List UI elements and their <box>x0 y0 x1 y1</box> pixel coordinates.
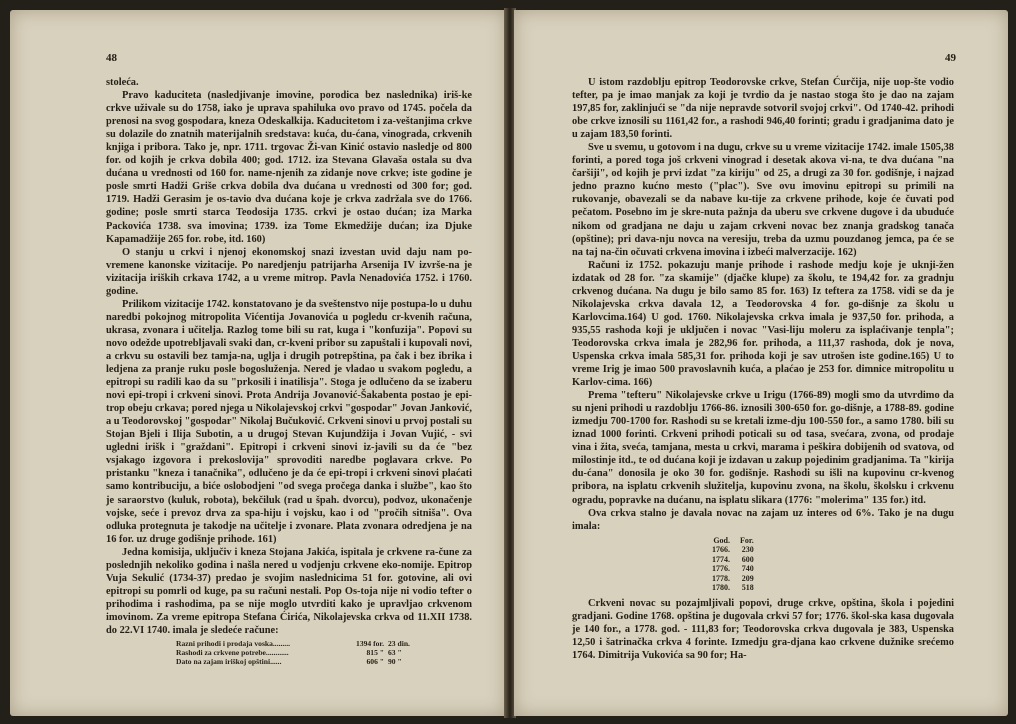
paragraph: Sve u svemu, u gotovom i na dugu, crkve su u vreme vizitacije 1742. imale 1505,38 forinti, a pored toga još crkveni vinograd i desetak akova vi-na, te dva dućana "na čaršiji", od kojih je prvi izdat "za kiriju" od 25, a drugi za 30 for. godišnje, i najzad jedno prazno kućno mesto ("plac"). Sve ovu imovinu epitropi su primili na rukovanje, obavezali se da nabave ku-tije za crkvene prihode, koje će čuvati pod pečatom. Posebno im je skre-nuta pažnja da uberu sve crkvene dugove i da ubuduće nikom od gradjana ne daju u zajam crkveni novac bez znanja gradskog tanača (opštine); pri dava-nju novca na veresiju, treba da uzmu pouzdanog jemca, pa će se na taj na-čin očuvati crkvena imovina i izbeći malverzacije. 162) <box>572 142 954 258</box>
table-cell: 23 din. <box>388 639 410 649</box>
table-cell: 606 " <box>366 657 384 667</box>
table-cell: Rashodi za crkvene potrebe............ <box>176 648 289 658</box>
left-page-text <box>106 76 472 666</box>
page-number-right: 49 <box>945 52 956 64</box>
table-row <box>176 639 432 648</box>
accounts-table <box>176 639 432 666</box>
paragraph: Jedna komisija, uključiv i kneza Stojana Jakića, ispitala je crkvene ra-čune za poslednjih nekoliko godina i našla nered u vodjenju crkvene eko-nomije. Epitrop Vuja Sekulić (1734-37) predao je svojim naslednicima 51 for. gotovine, ali ovi epitropi su pomrli od kuge, pa su računi nestali. Pop Os-toja nije ni vodio tefter o prihodima i rashodima, pa se nije moglo utvrditi kako je upravljao crkvenom imovinom. Za vreme epitropa Stefana Ćirića, Nikolajevska crkva od 11.XII 1738. do 22.VI 1740. imala je sledeće račune: <box>106 546 472 636</box>
table-cell: 740 <box>741 564 754 574</box>
page-number-left: 48 <box>106 52 117 64</box>
paragraph: Prilikom vizitacije 1742. konstatovano je da sveštenstvo nije postupa-lo u duhu naredbi pokojnog mitropolita Vićentija Jovanovića u pogledu cr-kvenih računa, ukrasa, zvonara i učitelja. Razlog tome bili su rat, kuga i "konfuzija". Popovi su novo odežde upotrebljavali svaki dan, cr-kveni pribor su zapuštali i kupovali novi, a crkvu su ostavili bez tamja-na, uglja i drugih potrepština, pa čak i bez ibrika i ledjena za pranje ruku posle bogosluženja. Nered je vladao u svakom pogledu, a epitropi su radili kao da su "prkosili i inatilisja". Stoga je odlučeno da se izaberu novi epi-tropi i crkveni sinovi. Prota Andrija Jovanović-Šakabenta postao je epi-trop obeju crkava; pored njega u Nikolajevskoj crkvi "gospodar" Jovan Janković, a u Teodorovskoj "gospodar" Nikolaj Bučuković. Crkveni sinovi u prvoj postali su Stojan Bjeli i Ilija Subotin, a u drugoj Stevan Kujundžija i Jovan Vujić, - svi ugledni irišk i "graždani". Epitropi i crkveni sinovi iz-javili su da će "bez vsjakago izgovora i prekoslovija" sprovoditi naredbe poglavara crkve. Po pristanku "kneza i tanačnika", odlučeno je da će epi-tropi i crkveni sinovi plaćati samo kontribuciju, a biće oslobodjeni "od svega pročega danka i službe", kao što je saraorstvo (kuluk, robota), bekčiluk (rad u špah. dvorcu), podvoz, ukonačenje vojske, seće i prevoz drva za spa-hiju i vojsku, kao i od "pročih sitniša". Ova odluka protegnuta je takodje na učitelje i zvonare. Plata zvonara odredjena je na 16 for. uz druge godišnje prihode. 161) <box>106 298 472 545</box>
paragraph: Računi iz 1752. pokazuju manje prihode i rashode medju koje je uknji-žen izdatak od 28 for. "za skamije" (djačke klupe) za školu, te 194,42 for. za gradnju crkvenog dućana. Na dugu je bilo samo 85 for. 163) Iz teftera za 1758. vidi se da je Nikolajevska crkva davala 12, a Teodorovska 4 for. go-dišnje za školu u Karlovcima.164) U god. 1760. Nikolajevska crkva imala je 937,50 for. prihoda, a 935,55 rashoda koji je uključen i novac "Vasi-liju moleru za isplaćivanje tenpla"; Teodorovska crkva imala je 282,96 for. prihoda, a 111,37 rashoda, dok je nova, Uspenska crkva imala 585,31 for. prihoda koji je sav utrošen iste godine.165) U to vreme Irig je imao 500 pravoslavnih kuća, a plaćao je 253 for. dimnice mitropolitu u Karlov-cima. 166) <box>572 259 954 389</box>
table-cell: 1776. <box>712 564 730 574</box>
paragraph: Crkveni novac su pozajmljivali popovi, druge crkve, opština, škola i pojedini gradjani. Godine 1768. opština je dugovala crkvi 57 for; 1776. škol-ska kasa dugovala je 140 for., a 1778. god. - 111,83 for; Teodorovska crkva dugovala je 383, Uspenska 12,50 i šatrinačka crkva 4 forinte. Izmedju gra-djana kao crkvene dužnike srećemo 1764. Dimitrija Vukovića sa 90 for; Ha- <box>572 597 954 661</box>
table-row <box>712 545 764 555</box>
table-row <box>712 574 764 584</box>
table-row <box>176 657 432 666</box>
table-cell: 1766. <box>712 545 730 555</box>
table-cell: Razni prihodi i prodaja voska......... <box>176 639 290 649</box>
table-row <box>176 648 432 657</box>
left-page <box>10 10 506 716</box>
table-cell: 1780. <box>712 583 730 593</box>
table-cell: 1774. <box>712 554 730 564</box>
table-row <box>712 555 764 565</box>
paragraph: U istom razdoblju epitrop Teodorovske crkve, Stefan Ćurčija, nije uop-šte vodio tefter, pa je imao manjak za koji je tvrdio da je nastao stoga što je dao na zajam 197,85 for, zaklinjući se "da nije nepravde sotvoril svojoj crkvi". Od 1740-42. prihodi obe crkve iznosili su 1161,42 for., a rashodi 946,40 forinti; gradu i gradjanima dato je u zajam 183,50 forinti. <box>572 77 954 141</box>
table-cell: 1394 for. <box>356 639 384 649</box>
table-cell: Dato na zajam iriškoj opštini...... <box>176 657 282 667</box>
table-header-row <box>712 536 764 546</box>
paragraph: O stanju u crkvi i njenoj ekonomskoj snazi izvestan uvid daju nam po-vremene kanonske vizitacije. Po naredjenju patrijarha Arsenija IV izvrše-na je vizitacija iriških crkava 1742, a u vreme mitrop. Pavla Nenadovića 1752. i 1760. godine. <box>106 246 472 297</box>
table-cell: 230 <box>741 545 754 555</box>
paragraph: Prema "tefteru" Nikolajevske crkve u Irigu (1766-89) mogli smo da utvrdimo da su njeni prihodi u razdoblju 1766-86. iznosili 300-650 for. go-dišnje, a 1788-89. godine izmedju 700-1700 for. Rashodi su se kretali izme-dju 100-550 for., a samo 1780. bili su iznad 1000 forinti. Crkveni prihodi poticali su od tasa, svećara, zvona, od prodaje vina i žita, sveća, tamjana, mesta u crkvi, marama i peškira dobijenih od svatova, od milostinje itd., te od dućana koji je izdavan u zakup pojedinim gradjanima. Ta "kirija du-ćana" donosila je oko 30 for. godišnje. Rashodi su išli na kupovinu cr-kvenog pribora, na isplatu crkvenih služitelja, kupovinu zvona, na školu, školsku i crkvenu ogradu, popravke na dućanu, na isplatu slikara (1776: "molerima" 135 for.) itd. <box>572 390 954 506</box>
table-cell: 90 " <box>388 657 402 667</box>
table-row <box>712 564 764 574</box>
table-row <box>712 583 764 593</box>
table-cell: 518 <box>741 583 754 593</box>
right-page <box>514 10 1008 716</box>
paragraph: Ova crkva stalno je davala novac na zajam uz interes od 6%. Tako je na dugu imala: <box>572 507 954 532</box>
table-cell: 815 " <box>366 648 384 658</box>
table-cell: 600 <box>741 554 754 564</box>
right-page-text <box>572 76 954 662</box>
paragraph: stoleća. <box>106 77 139 88</box>
table-cell: 209 <box>741 573 754 583</box>
table-cell: 63 " <box>388 648 402 658</box>
paragraph: Pravo kaduciteta (nasledjivanje imovine, porodica bez naslednika) iriš-ke crkve uživale su do 1758, iako je uprava spahiluka ovo pravo od 1745. počela da prenosi na svog gospodara, kneza Odeskalkija. Kaducitetom i za-veštanjima crkve su dolazile do znatnih materijalnih sredstava: kuća, du-ćana, vinograda, crkvenih knjiga i pribora. Tako je, npr. 1711. trgovac Ži-van Kinić ostavio nasledje od 800 for. od kojih je crkva dobila 400; god. 1712. iza Stevana Glavaša ostala su dva dućana u vrednosti od 160 for. name-njenih za zidanje nove crkve; iste godine je posle smrti Hadži Griše crkva dobila dva dućana u vrednosti od 300 for; god. 1719. Hadži Gerasim je os-tavio dva dućana koje je crkva zadržala sve do 1766. godine; posle smrti starca Teodosija 1735. crkvi je ostao dućan; iza Marka Packovića 1738. sva imovina; 1739. iza Tome Ekmedžije dućan; iza Djuke Kapamadžije 265 for. robe, itd. 160) <box>106 90 472 245</box>
table-cell: 1778. <box>712 573 730 583</box>
table-header: God. <box>713 535 730 545</box>
table-header: For. <box>740 535 754 545</box>
debt-table <box>712 536 764 593</box>
